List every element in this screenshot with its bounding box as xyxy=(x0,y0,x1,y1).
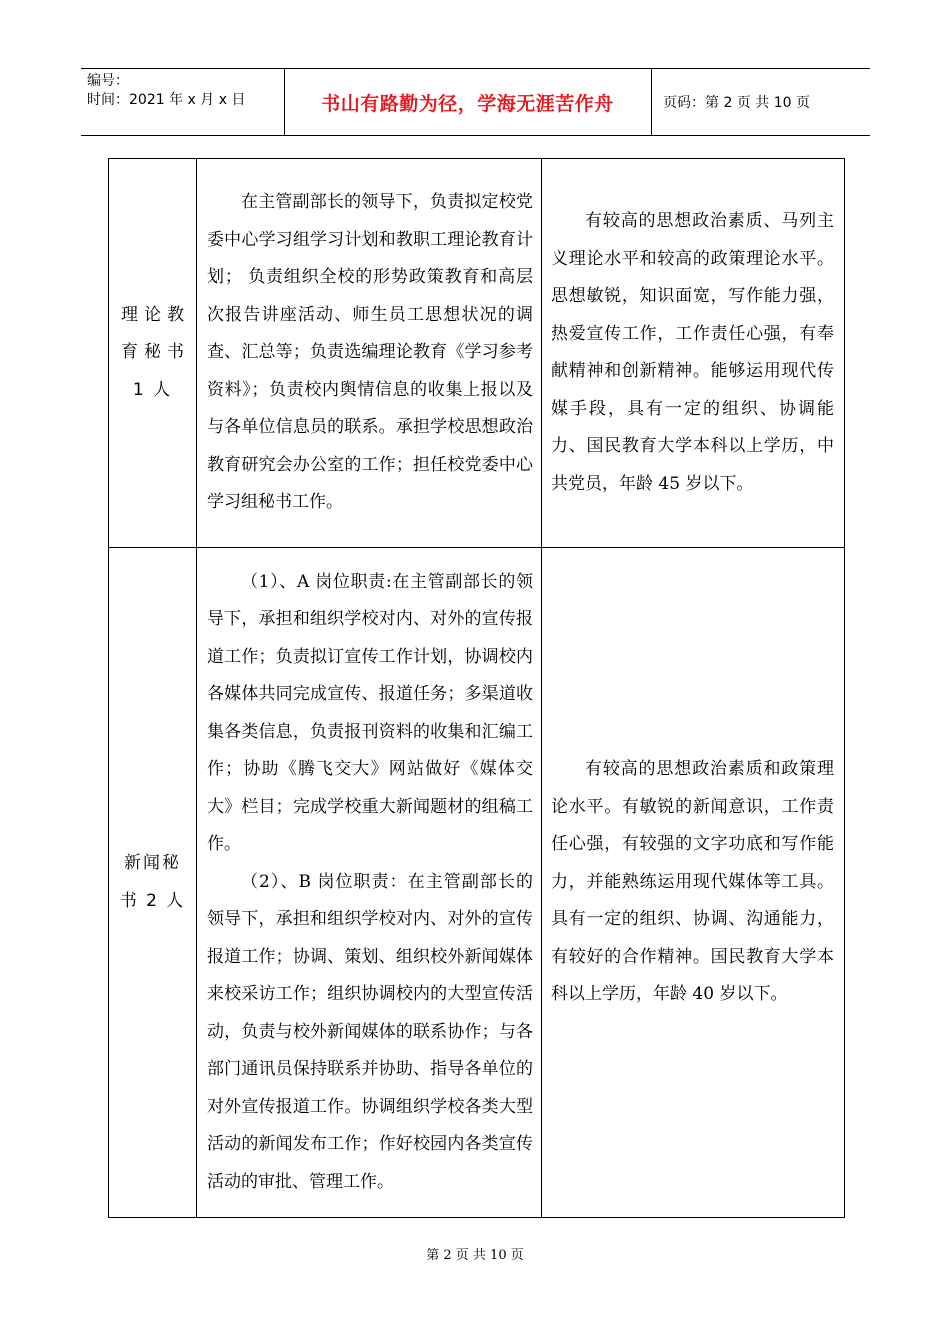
role-line: 书 2 人 xyxy=(119,890,186,911)
role-cell xyxy=(109,159,197,548)
duty-paragraph: （2）、B 岗位职责：在主管副部长的领导下，承担和组织学校对内、对外的宣传报道工作；协调、策划、组织校外新闻媒体来校采访工作；组织协调校内的大型宣传活动，负责与校外新闻媒体的联系协作；与各部门通讯员保持联系并协助、指导各单位的对外宣传报道工作。协调组织学校各类大型活动的新闻发布工作；作好校园内各类宣传活动的审批、管理工作。 xyxy=(207,871,533,1192)
document-time-label: 时间：2021 年 x 月 x 日 xyxy=(87,92,246,108)
header-page-cell xyxy=(651,69,869,135)
requirement-paragraph: 有较高的思想政治素质、马列主义理论水平和较高的政策理论水平。思想敏锐，知识面宽，写作能力强，热爱宣传工作，工作责任心强，有奉献精神和创新精神。能够运用现代传媒手段，具有一定的组织、协调能力、国民教育大学本科以上学历，中共党员，年龄 45 岁以下。 xyxy=(551,211,834,494)
duties-cell xyxy=(197,548,542,1218)
role-line: 1 人 xyxy=(132,379,173,400)
header-motto: 书山有路勤为径，学海无涯苦作舟 xyxy=(321,92,614,115)
table-row xyxy=(109,548,845,1218)
header-motto-cell xyxy=(284,69,652,135)
requirements-cell xyxy=(542,548,845,1218)
header-page-info: 页码：第 2 页 共 10 页 xyxy=(663,95,810,111)
duties-cell xyxy=(197,159,542,548)
role-line: 育秘书 xyxy=(121,342,190,363)
duty-paragraph: 在主管副部长的领导下，负责拟定校党委中心学习组学习计划和教职工理论教育计划； 负责组织全校的形势政策教育和高层次报告讲座活动、师生员工思想状况的调查、汇总等；负责选编理论教育《学习参考资料》；负责校内舆情信息的收集上报以及与各单位信息员的联系。承担学校思想政治教育研究会办公室的工作；担任校党委中心学习组秘书工作。 xyxy=(207,192,533,513)
header-meta xyxy=(81,69,285,135)
page-footer: 第 2 页 共 10 页 xyxy=(426,1248,524,1263)
requirement-paragraph: 有较高的思想政治素质和政策理论水平。有敏锐的新闻意识，工作责任心强，有较强的文字功底和写作能力，并能熟练运用现代媒体等工具。具有一定的组织、协调、沟通能力，有较好的合作精神。国民教育大学本科以上学历，年龄 40 岁以下。 xyxy=(551,759,834,1005)
duty-paragraph: （1）、A 岗位职责:在主管副部长的领导下，承担和组织学校对内、对外的宣传报道工作；负责拟订宣传工作计划，协调校内各媒体共同完成宣传、报道任务；多渠道收集各类信息，负责报刊资料的收集和汇编工作；协助《腾飞交大》网站做好《媒体交大》栏目；完成学校重大新闻题材的组稿工作。 xyxy=(207,571,533,855)
table-row xyxy=(109,159,845,548)
role-line: 新闻秘 xyxy=(124,853,181,873)
role-line: 理论教 xyxy=(121,304,190,325)
document-number-label: 编号： xyxy=(87,73,129,89)
page-header xyxy=(81,68,870,136)
role-cell xyxy=(109,548,197,1218)
requirements-cell xyxy=(542,159,845,548)
job-table xyxy=(108,158,845,1218)
